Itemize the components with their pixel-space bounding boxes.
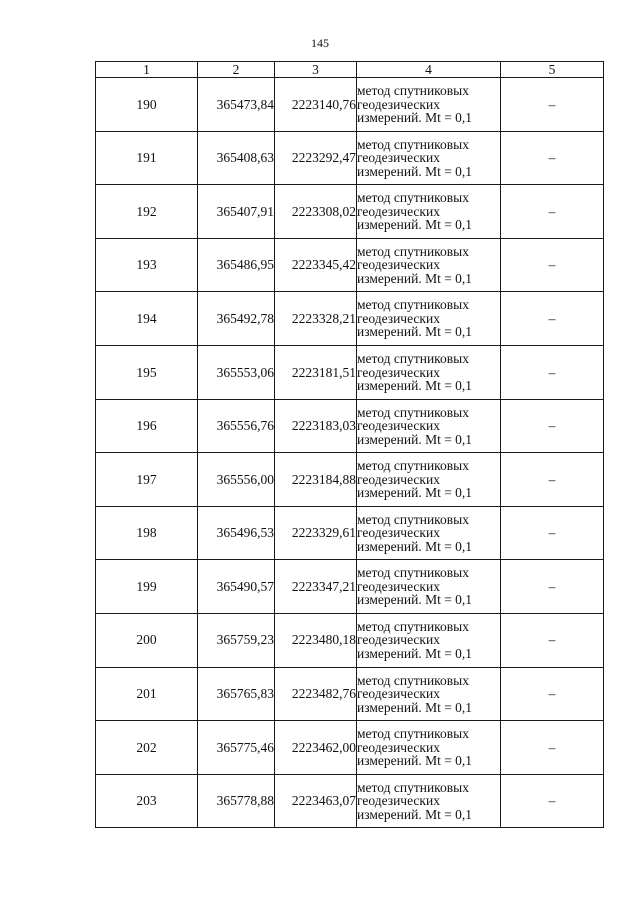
method-line: измерений. Mt = 0,1 [357,110,473,126]
method-line: геодезических [357,203,440,219]
table-body [96,78,604,828]
method-line: измерений. Mt = 0,1 [357,592,473,608]
method-line: метод спутниковых [357,297,469,313]
y-coordinate-cell: 2223183,03 [275,399,357,453]
table-row [96,238,604,292]
y-coordinate-cell: 2223140,76 [275,78,357,132]
column-header: 4 [357,62,501,78]
y-coordinate-cell: 2223463,07 [275,774,357,828]
column-5-cell: – [501,506,604,560]
x-coordinate-cell: 365556,00 [198,453,275,507]
y-coordinate-cell: 2223328,21 [275,292,357,346]
y-coordinate-cell: 2223482,76 [275,667,357,721]
method-line: геодезических [357,578,440,594]
column-5-cell: – [501,238,604,292]
point-number-cell: 202 [96,721,198,775]
table-row [96,292,604,346]
x-coordinate-cell: 365765,83 [198,667,275,721]
method-line: геодезических [357,150,440,166]
point-number-cell: 203 [96,774,198,828]
table-row [96,721,604,775]
method-line: метод спутниковых [357,618,469,634]
point-number-cell: 193 [96,238,198,292]
table-row [96,399,604,453]
method-cell [357,78,501,132]
method-line: измерений. Mt = 0,1 [357,806,473,822]
point-number-cell: 190 [96,78,198,132]
method-line: метод спутниковых [357,351,469,367]
method-line: метод спутниковых [357,565,469,581]
point-number-cell: 192 [96,185,198,239]
table-row [96,453,604,507]
column-5-cell: – [501,774,604,828]
y-coordinate-cell: 2223345,42 [275,238,357,292]
point-number-cell: 198 [96,506,198,560]
column-5-cell: – [501,560,604,614]
point-number-cell: 191 [96,131,198,185]
coordinates-table [95,61,604,828]
method-line: измерений. Mt = 0,1 [357,753,473,769]
x-coordinate-cell: 365408,63 [198,131,275,185]
x-coordinate-cell: 365553,06 [198,345,275,399]
method-cell [357,345,501,399]
method-line: геодезических [357,471,440,487]
method-line: метод спутниковых [357,779,469,795]
y-coordinate-cell: 2223184,88 [275,453,357,507]
table-row [96,345,604,399]
x-coordinate-cell: 365492,78 [198,292,275,346]
table-row [96,667,604,721]
method-line: измерений. Mt = 0,1 [357,645,473,661]
method-line: геодезических [357,418,440,434]
table-row [96,78,604,132]
x-coordinate-cell: 365407,91 [198,185,275,239]
method-cell [357,292,501,346]
method-line: измерений. Mt = 0,1 [357,538,473,554]
method-line: измерений. Mt = 0,1 [357,699,473,715]
x-coordinate-cell: 365759,23 [198,613,275,667]
method-line: измерений. Mt = 0,1 [357,485,473,501]
method-line: измерений. Mt = 0,1 [357,324,473,340]
method-cell [357,185,501,239]
point-number-cell: 194 [96,292,198,346]
x-coordinate-cell: 365486,95 [198,238,275,292]
method-cell [357,560,501,614]
point-number-cell: 195 [96,345,198,399]
method-cell [357,238,501,292]
method-line: метод спутниковых [357,726,469,742]
point-number-cell: 200 [96,613,198,667]
point-number-cell: 199 [96,560,198,614]
y-coordinate-cell: 2223480,18 [275,613,357,667]
method-line: геодезических [357,686,440,702]
column-header: 3 [275,62,357,78]
column-5-cell: – [501,399,604,453]
column-5-cell: – [501,185,604,239]
method-line: метод спутниковых [357,190,469,206]
method-line: геодезических [357,525,440,541]
method-line: геодезических [357,632,440,648]
x-coordinate-cell: 365775,46 [198,721,275,775]
method-line: метод спутниковых [357,243,469,259]
method-line: геодезических [357,310,440,326]
point-number-cell: 196 [96,399,198,453]
method-cell [357,774,501,828]
table-row [96,185,604,239]
method-line: измерений. Mt = 0,1 [357,431,473,447]
method-line: геодезических [357,96,440,112]
column-5-cell: – [501,613,604,667]
method-cell [357,399,501,453]
method-line: метод спутниковых [357,458,469,474]
method-line: измерений. Mt = 0,1 [357,163,473,179]
column-5-cell: – [501,721,604,775]
method-cell [357,453,501,507]
y-coordinate-cell: 2223292,47 [275,131,357,185]
column-5-cell: – [501,345,604,399]
y-coordinate-cell: 2223181,51 [275,345,357,399]
method-line: метод спутниковых [357,136,469,152]
method-line: метод спутниковых [357,83,469,99]
method-line: геодезических [357,739,440,755]
method-line: измерений. Mt = 0,1 [357,378,473,394]
method-line: метод спутниковых [357,672,469,688]
column-5-cell: – [501,453,604,507]
x-coordinate-cell: 365778,88 [198,774,275,828]
method-cell [357,131,501,185]
table-row [96,774,604,828]
method-cell [357,721,501,775]
method-cell [357,506,501,560]
column-header: 1 [96,62,198,78]
method-line: метод спутниковых [357,404,469,420]
column-5-cell: – [501,78,604,132]
column-5-cell: – [501,292,604,346]
y-coordinate-cell: 2223347,21 [275,560,357,614]
column-5-cell: – [501,667,604,721]
y-coordinate-cell: 2223329,61 [275,506,357,560]
column-header: 5 [501,62,604,78]
table-row [96,506,604,560]
method-line: измерений. Mt = 0,1 [357,270,473,286]
method-cell [357,667,501,721]
y-coordinate-cell: 2223308,02 [275,185,357,239]
point-number-cell: 197 [96,453,198,507]
page-number: 145 [311,36,329,50]
method-cell [357,613,501,667]
column-header: 2 [198,62,275,78]
x-coordinate-cell: 365490,57 [198,560,275,614]
method-line: геодезических [357,793,440,809]
column-5-cell: – [501,131,604,185]
method-line: геодезических [357,257,440,273]
x-coordinate-cell: 365496,53 [198,506,275,560]
x-coordinate-cell: 365556,76 [198,399,275,453]
method-line: метод спутниковых [357,511,469,527]
table-header-row [96,62,604,78]
x-coordinate-cell: 365473,84 [198,78,275,132]
method-line: геодезических [357,364,440,380]
y-coordinate-cell: 2223462,00 [275,721,357,775]
table-row [96,560,604,614]
table-row [96,613,604,667]
table-row [96,131,604,185]
point-number-cell: 201 [96,667,198,721]
method-line: измерений. Mt = 0,1 [357,217,473,233]
